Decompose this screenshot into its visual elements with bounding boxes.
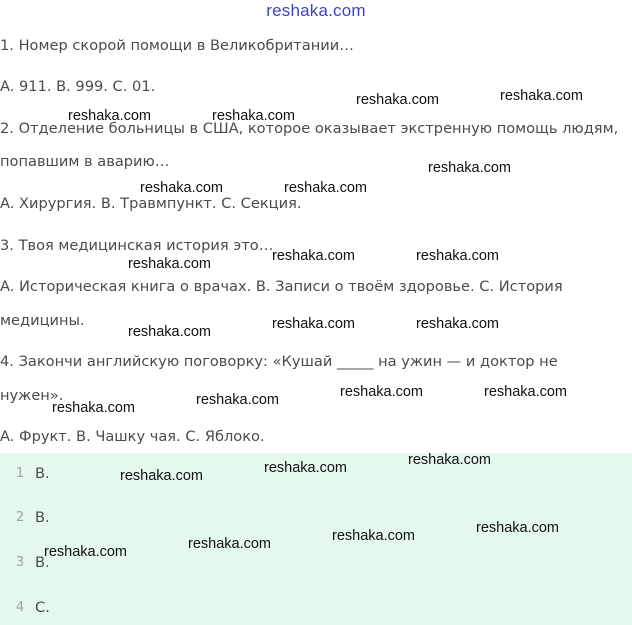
question-2-text-cont: попавшим в аварию… [0,153,170,170]
watermark: reshaka.com [128,324,212,340]
watermark: reshaka.com [128,256,212,272]
watermark: reshaka.com [196,392,280,408]
watermark: reshaka.com [120,468,204,484]
watermark: reshaka.com [476,520,560,536]
question-3-text: 3. Твоя медицинская история это… [0,237,274,254]
watermark: reshaka.com [416,316,500,332]
question-1-options: A. 911. B. 999. C. 01. [0,78,156,95]
watermark: reshaka.com [188,536,272,552]
watermark: reshaka.com [68,108,152,124]
watermark: reshaka.com [52,400,136,416]
answer-number: 1 [15,465,25,481]
answer-value: C. [35,598,50,616]
watermark: reshaka.com [284,180,368,196]
answer-number: 3 [15,554,25,570]
watermark: reshaka.com [428,160,512,176]
watermark: reshaka.com [416,248,500,264]
watermark: reshaka.com [44,544,128,560]
watermark: reshaka.com [408,452,492,468]
answer-panel [0,453,632,625]
question-2-options: A. Хирургия. B. Травмпункт. C. Секция. [0,195,302,212]
question-2-text: 2. Отделение больницы в США, которое оказывает экстренную помощь людям, [0,120,619,137]
answer-number: 4 [15,599,25,615]
question-3-options: A. Историческая книга о врачах. B. Записи о твоём здоровье. C. История [0,278,563,295]
answer-value: B. [35,464,50,482]
answer-value: B. [35,553,50,571]
watermark: reshaka.com [140,180,224,196]
question-4-options: A. Фрукт. B. Чашку чая. C. Яблоко. [0,428,265,445]
question-4-text: 4. Закончи английскую поговорку: «Кушай _____ на ужин — и доктор не [0,353,558,370]
watermark: reshaka.com [340,384,424,400]
watermark: reshaka.com [272,316,356,332]
watermark: reshaka.com [212,108,296,124]
watermark: reshaka.com [332,528,416,544]
question-4-text-cont: нужен». [0,387,64,404]
watermark: reshaka.com [264,460,348,476]
watermark: reshaka.com [484,384,568,400]
site-logo[interactable]: reshaka.com [266,1,366,20]
watermark: reshaka.com [356,92,440,108]
watermark: reshaka.com [500,88,584,104]
answer-value: B. [35,508,50,526]
watermark: reshaka.com [272,248,356,264]
answer-number: 2 [15,509,25,525]
question-1-text: 1. Номер скорой помощи в Великобритании… [0,37,354,54]
question-3-options-cont: медицины. [0,312,85,329]
